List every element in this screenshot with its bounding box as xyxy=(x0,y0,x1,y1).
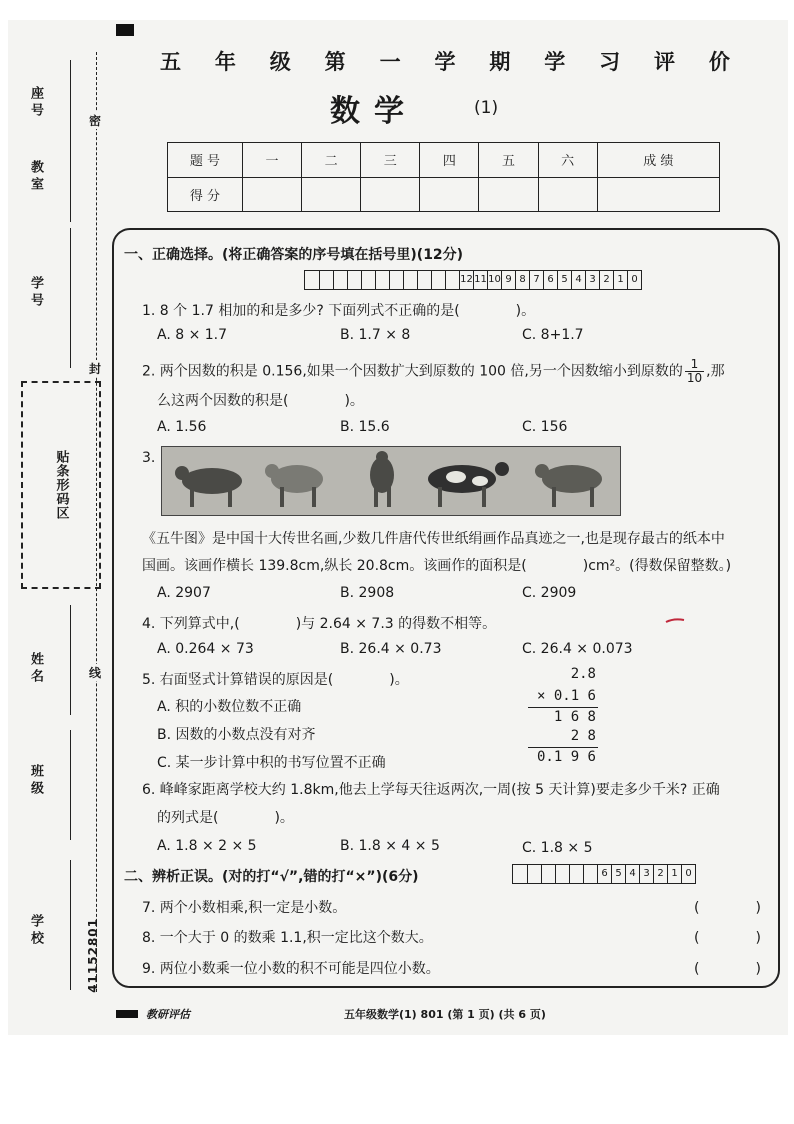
title-char: 期 xyxy=(489,50,511,74)
q5-option-a: A. 积的小数位数不正确 xyxy=(157,699,302,715)
calc-rule-2 xyxy=(528,747,598,748)
section-2-score-strip[interactable] xyxy=(512,864,696,884)
title-char: 一 xyxy=(379,50,401,74)
school-field-line xyxy=(70,860,71,990)
fraction-numerator: 1 xyxy=(685,358,704,372)
question-4: 4. 下列算式中,( )与 2.64 × 7.3 的得数不相等。 xyxy=(142,616,497,632)
score-strip-cell[interactable]: 10 xyxy=(487,271,501,289)
score-cell: 题 号 xyxy=(168,143,243,178)
barcode-area xyxy=(21,381,101,589)
q5-option-c: C. 某一步计算中积的书写位置不正确 xyxy=(157,755,386,771)
score-input-cell[interactable] xyxy=(479,177,538,212)
fraction-one-tenth xyxy=(685,358,704,385)
score-cell: 五 xyxy=(479,143,538,178)
score-strip-cell[interactable] xyxy=(527,865,541,883)
title-char: 评 xyxy=(654,50,676,74)
calc-line-4: 2 8 xyxy=(570,728,596,744)
score-input-cell[interactable] xyxy=(243,177,302,212)
title-char: 学 xyxy=(434,50,456,74)
score-table xyxy=(167,142,720,212)
title-char: 习 xyxy=(599,50,621,74)
seal-char-xian: 线 xyxy=(89,666,102,680)
red-pen-mark xyxy=(664,614,686,626)
q1-option-b: B. 1.7 × 8 xyxy=(340,327,411,343)
question-1: 1. 8 个 1.7 相加的和是多少? 下面列式不正确的是( )。 xyxy=(142,303,536,319)
score-input-cell[interactable] xyxy=(538,177,597,212)
score-strip-cell[interactable]: 12 xyxy=(459,271,473,289)
q9-answer-bracket[interactable]: ( ) xyxy=(694,961,761,977)
seat-field-line xyxy=(70,60,71,222)
classroom-label: 教室 xyxy=(28,160,43,194)
score-strip-cell[interactable]: 6 xyxy=(597,865,611,883)
q4-option-c: C. 26.4 × 0.073 xyxy=(522,641,633,657)
footer-mark xyxy=(116,1010,138,1018)
score-strip-cell[interactable]: 3 xyxy=(585,271,599,289)
q2-text-end: ,那 xyxy=(706,363,725,380)
score-table-header-row xyxy=(168,143,720,178)
five-oxen-painting xyxy=(161,446,621,516)
title-char: 第 xyxy=(324,50,346,74)
school-label: 学校 xyxy=(28,914,43,948)
student-id-field-line xyxy=(70,228,71,368)
question-3-number: 3. xyxy=(142,450,156,466)
q1-option-c: C. 8+1.7 xyxy=(522,327,584,343)
calc-line-1: 2.8 xyxy=(570,666,596,682)
question-7: 7. 两个小数相乘,积一定是小数。 xyxy=(142,900,347,916)
score-input-cell[interactable] xyxy=(302,177,361,212)
question-9: 9. 两位小数乘一位小数的积不可能是四位小数。 xyxy=(142,961,440,977)
fraction-denominator: 10 xyxy=(686,371,703,385)
score-strip-cell[interactable] xyxy=(319,271,333,289)
seat-label: 座号 xyxy=(28,86,43,120)
score-strip-cell[interactable]: 5 xyxy=(557,271,571,289)
q6-option-b: B. 1.8 × 4 × 5 xyxy=(340,838,440,854)
seal-char-mi: 密 xyxy=(89,114,102,128)
calc-line-3: 1 6 8 xyxy=(553,709,596,725)
section-1-title: 一、正确选择。(将正确答案的序号填在括号里)(12分) xyxy=(124,247,464,263)
score-table-score-row xyxy=(168,177,720,212)
score-cell: 六 xyxy=(538,143,597,178)
question-2 xyxy=(142,358,725,385)
score-strip-cell[interactable]: 4 xyxy=(625,865,639,883)
exam-title-line1 xyxy=(160,46,730,76)
paper-code: 41152801 xyxy=(86,918,100,993)
score-strip-cell[interactable] xyxy=(361,271,375,289)
section-2-title: 二、辨析正误。(对的打“√”,错的打“×”)(6分) xyxy=(124,869,419,885)
score-input-cell[interactable] xyxy=(597,177,719,212)
score-cell: 三 xyxy=(361,143,420,178)
q2-text: 2. 两个因数的积是 0.156,如果一个因数扩大到原数的 100 倍,另一个因数缩小到原数的 xyxy=(142,363,683,380)
question-3-line2: 国画。该画作横长 139.8cm,纵长 20.8cm。该画作的面积是( )cm²。(得数保留整数。) xyxy=(142,558,732,574)
name-label: 姓名 xyxy=(28,652,43,686)
seal-dashed-line xyxy=(96,52,97,992)
score-strip-cell[interactable] xyxy=(347,271,361,289)
score-strip-cell[interactable]: 0 xyxy=(681,865,695,883)
score-strip-cell[interactable]: 11 xyxy=(473,271,487,289)
score-cell: 成 绩 xyxy=(597,143,719,178)
score-cell: 二 xyxy=(302,143,361,178)
question-3-line1: 《五牛图》是中国十大传世名画,少数几件唐代传世纸绢画作品真迹之一,也是现存最古的纸本中 xyxy=(142,531,725,547)
score-strip-cell[interactable]: 3 xyxy=(639,865,653,883)
question-2-line2: 么这两个因数的积是( )。 xyxy=(157,393,364,409)
calc-line-2: × 0.1 6 xyxy=(536,688,596,704)
q4-option-a: A. 0.264 × 73 xyxy=(157,641,254,657)
title-char: 学 xyxy=(544,50,566,74)
q1-option-a: A. 8 × 1.7 xyxy=(157,327,228,343)
score-strip-cell[interactable]: 2 xyxy=(653,865,667,883)
score-strip-cell[interactable] xyxy=(305,271,319,289)
seal-char-feng: 封 xyxy=(89,362,102,376)
barcode-area-label: 贴条形码区 xyxy=(53,450,69,520)
q5-option-b: B. 因数的小数点没有对齐 xyxy=(157,727,316,743)
footer-page-info: 五年级数学(1) 801 (第 1 页) (共 6 页) xyxy=(344,1008,546,1021)
footer-publisher: 教研评估 xyxy=(146,1008,190,1021)
score-strip-cell[interactable] xyxy=(445,271,459,289)
class-label: 班级 xyxy=(28,764,43,798)
score-strip-cell[interactable] xyxy=(333,271,347,289)
score-strip-cell[interactable]: 9 xyxy=(501,271,515,289)
score-strip-cell[interactable] xyxy=(389,271,403,289)
score-input-cell[interactable] xyxy=(361,177,420,212)
score-cell: 一 xyxy=(243,143,302,178)
score-strip-cell[interactable]: 2 xyxy=(599,271,613,289)
q6-option-c: C. 1.8 × 5 xyxy=(522,840,593,856)
name-field-line xyxy=(70,605,71,715)
q3-option-a: A. 2907 xyxy=(157,585,211,601)
score-strip-cell[interactable] xyxy=(431,271,445,289)
score-strip-cell[interactable] xyxy=(375,271,389,289)
question-6-line2: 的列式是( )。 xyxy=(157,810,294,826)
q3-option-b: B. 2908 xyxy=(340,585,395,601)
title-char: 价 xyxy=(708,50,730,74)
score-strip-cell[interactable]: 6 xyxy=(543,271,557,289)
section-1-score-strip[interactable] xyxy=(304,270,642,290)
class-field-line xyxy=(70,730,71,840)
score-strip-cell[interactable]: 8 xyxy=(515,271,529,289)
score-strip-cell[interactable] xyxy=(555,865,569,883)
q8-answer-bracket[interactable]: ( ) xyxy=(694,930,761,946)
score-strip-cell[interactable] xyxy=(403,271,417,289)
score-input-cell[interactable] xyxy=(420,177,479,212)
score-cell: 四 xyxy=(420,143,479,178)
title-char: 五 xyxy=(160,50,181,74)
score-strip-cell[interactable]: 7 xyxy=(529,271,543,289)
score-strip-cell[interactable]: 1 xyxy=(667,865,681,883)
q3-option-c: C. 2909 xyxy=(522,585,577,601)
q2-option-a: A. 1.56 xyxy=(157,419,207,435)
question-8: 8. 一个大于 0 的数乘 1.1,积一定比这个数大。 xyxy=(142,930,433,946)
score-strip-cell[interactable] xyxy=(569,865,583,883)
q6-option-a: A. 1.8 × 2 × 5 xyxy=(157,838,257,854)
subject-title: 数学 xyxy=(330,94,418,129)
score-strip-cell[interactable]: 0 xyxy=(627,271,641,289)
question-5: 5. 右面竖式计算错误的原因是( )。 xyxy=(142,672,409,688)
question-6-line1: 6. 峰峰家距离学校大约 1.8km,他去上学每天往返两次,一周(按 5 天计算)要走多少千米? 正确 xyxy=(142,782,720,798)
score-strip-cell[interactable] xyxy=(513,865,527,883)
score-strip-cell[interactable]: 4 xyxy=(571,271,585,289)
title-char: 年 xyxy=(214,50,236,74)
q4-option-b: B. 26.4 × 0.73 xyxy=(340,641,442,657)
oxen-illustration xyxy=(162,447,620,515)
q2-option-b: B. 15.6 xyxy=(340,419,390,435)
q2-option-c: C. 156 xyxy=(522,419,568,435)
title-char: 级 xyxy=(269,50,291,74)
corner-registration-mark xyxy=(116,24,134,36)
calc-line-5: 0.1 9 6 xyxy=(536,749,596,765)
score-cell: 得 分 xyxy=(168,177,243,212)
q7-answer-bracket[interactable]: ( ) xyxy=(694,900,761,916)
score-strip-cell[interactable] xyxy=(541,865,555,883)
score-strip-cell[interactable] xyxy=(583,865,597,883)
calc-rule-1 xyxy=(528,707,598,708)
score-strip-cell[interactable]: 1 xyxy=(613,271,627,289)
subject-number: (1) xyxy=(474,98,499,118)
score-strip-cell[interactable]: 5 xyxy=(611,865,625,883)
score-strip-cell[interactable] xyxy=(417,271,431,289)
student-id-label: 学号 xyxy=(28,276,43,310)
